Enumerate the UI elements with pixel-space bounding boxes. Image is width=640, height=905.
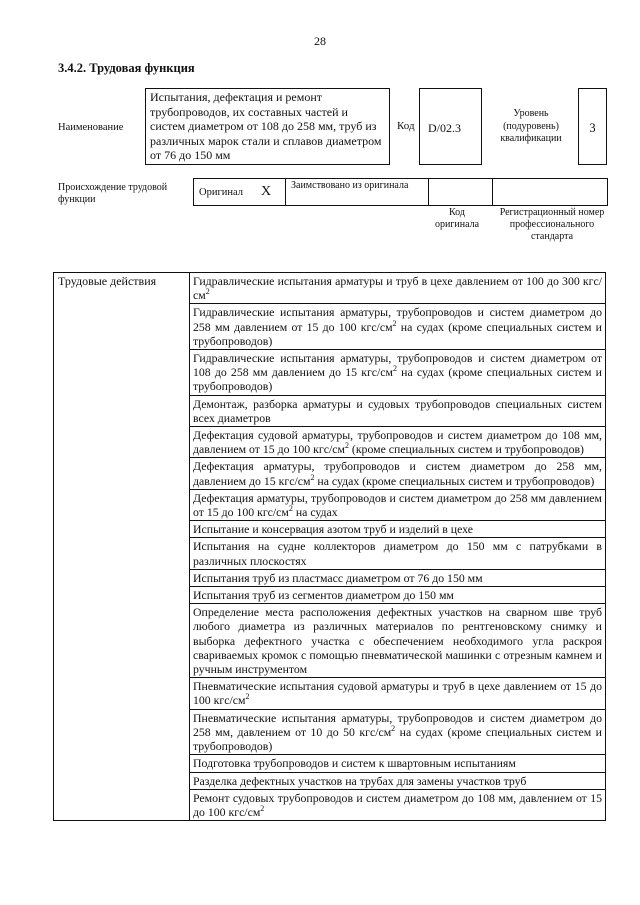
labor-action-text: Пневматические испытания арматуры, трубопроводов и систем диаметром до 258 мм, давлением от 10 до 50 кгс/см (193, 710, 602, 739)
reg-number-caption: Регистрационный номер профессионального стандарта (499, 207, 605, 242)
labor-action-item (190, 789, 606, 820)
function-name-box: Испытания, дефектация и ремонт трубопроводов, их составных частей и систем диаметром от 108 до 258 мм, труб из различных марок стали и сплавов диаметром от 76 до 150 мм (145, 88, 390, 165)
level-value-box: 3 (578, 88, 607, 165)
labor-action-item (190, 755, 606, 772)
labor-action-text: Пневматические испытания судовой арматуры и труб в цехе давлением от 15 до 100 кгс/см (193, 679, 602, 708)
unit-superscript: 2 (288, 504, 293, 514)
original-label: Оригинал (199, 187, 243, 198)
labor-action-text-tail: на судах (кроме специальных систем и трубопроводов) (193, 319, 602, 348)
origin-row (193, 178, 608, 206)
labor-action-text: Ремонт судовых трубопроводов и систем диаметром до 108 мм, давлением от 15 до 100 кгс/см (193, 790, 602, 819)
unit-superscript: 2 (393, 364, 397, 374)
labor-action-text-tail: на судах (кроме специальных систем и трубопроводов) (193, 724, 602, 754)
code-value-box: D/02.3 (419, 88, 482, 165)
unit-superscript: 2 (344, 441, 349, 451)
labor-action-item (190, 709, 606, 755)
labor-action-text: Испытания труб из сегментов диаметром до 150 мм (193, 588, 454, 603)
labor-action-item (190, 678, 606, 709)
labor-action-text: Дефектация судовой арматуры, трубопроводов и систем диаметром до 108 мм, давлением от 15 до 100 кгс/см (193, 428, 602, 457)
labor-action-text-tail: на судах (кроме специальных систем и трубопроводов) (314, 473, 595, 488)
labor-action-item (190, 604, 606, 678)
origin-label: Происхождение трудовой функции (58, 182, 168, 205)
code-label: Код (397, 120, 415, 132)
labor-action-item (190, 458, 606, 489)
labor-action-text: Разделка дефектных участков на трубах для замены участков труб (193, 773, 527, 788)
name-label: Наименование (58, 122, 124, 133)
labor-action-text: Гидравлические испытания арматуры и труб в цехе давлением от 100 до 300 кгс/см (193, 274, 602, 303)
labor-action-item (190, 395, 606, 426)
unit-superscript: 2 (205, 287, 210, 297)
labor-action-text: Испытание и консервация азотом труб и изделий в цехе (193, 522, 473, 537)
divider (492, 178, 493, 206)
labor-action-text: Испытания на судне коллекторов диаметром до 150 мм с патрубками в различных плоскостях (193, 539, 602, 568)
labor-action-text: Демонтаж, разборка арматуры и судовых трубопроводов специальных систем всех диаметров (193, 396, 602, 425)
unit-superscript: 2 (260, 803, 265, 813)
labor-action-item (190, 772, 606, 789)
labor-action-text: Гидравлические испытания арматуры, трубопроводов и систем диаметром от 108 до 258 мм давлением до 15 кгс/см (193, 351, 602, 380)
labor-action-text-tail: (кроме специальных систем и трубопроводов) (348, 442, 584, 457)
divider (428, 178, 429, 206)
labor-action-text-tail: на судах (292, 505, 338, 520)
labor-action-item (190, 489, 606, 520)
divider (285, 178, 286, 206)
code-original-caption: Код оригинала (434, 207, 480, 230)
level-label: Уровень (подуровень) квалификации (500, 108, 562, 144)
labor-action-item (190, 569, 606, 586)
labor-action-text: Испытания труб из пластмасс диаметром от 76 до 150 мм (193, 570, 483, 585)
borrowed-label: Заимствовано из оригинала (291, 180, 409, 191)
labor-action-item (190, 538, 606, 569)
original-mark: X (261, 184, 272, 199)
labor-action-text: Определение места расположения дефектных участков на сварном шве труб любого диаметра из различных материалов по рентгеновскому снимку и выборка дефектного участка с обеспечением необходимого угла раскроя свариваемых кромок с помощью пневматической машинки с отрезным камнем и ручным инструментом (193, 605, 602, 677)
labor-action-item (190, 521, 606, 538)
labor-actions-label: Трудовые действия (54, 273, 190, 821)
unit-superscript: 2 (391, 723, 396, 733)
labor-action-item (190, 427, 606, 458)
labor-action-text: Дефектация арматуры, трубопроводов и систем диаметром до 258 мм, давлением до 15 кгс/см (193, 459, 602, 488)
section-title: 3.4.2. Трудовая функция (58, 61, 195, 75)
labor-action-item (190, 273, 606, 304)
labor-action-item (190, 350, 606, 396)
labor-action-item (190, 587, 606, 604)
unit-superscript: 2 (245, 692, 250, 702)
labor-action-text-tail: на судах (кроме специальных систем и трубопроводов) (193, 365, 602, 394)
labor-action-item (190, 304, 606, 350)
unit-superscript: 2 (310, 472, 315, 482)
labor-action-text: Дефектация арматуры, трубопроводов и систем диаметром до 258 мм давлением от 15 до 100 кгс/см (193, 490, 602, 520)
labor-action-text: Гидравлические испытания арматуры, трубопроводов и систем диаметром до 258 мм давлением от 15 до 100 кгс/см (193, 305, 602, 334)
labor-actions-table (53, 272, 606, 821)
table-row (54, 273, 606, 304)
unit-superscript: 2 (392, 318, 397, 328)
labor-action-text: Подготовка трубопроводов и систем к швартовным испытаниям (193, 756, 516, 771)
page-number: 28 (314, 34, 326, 48)
